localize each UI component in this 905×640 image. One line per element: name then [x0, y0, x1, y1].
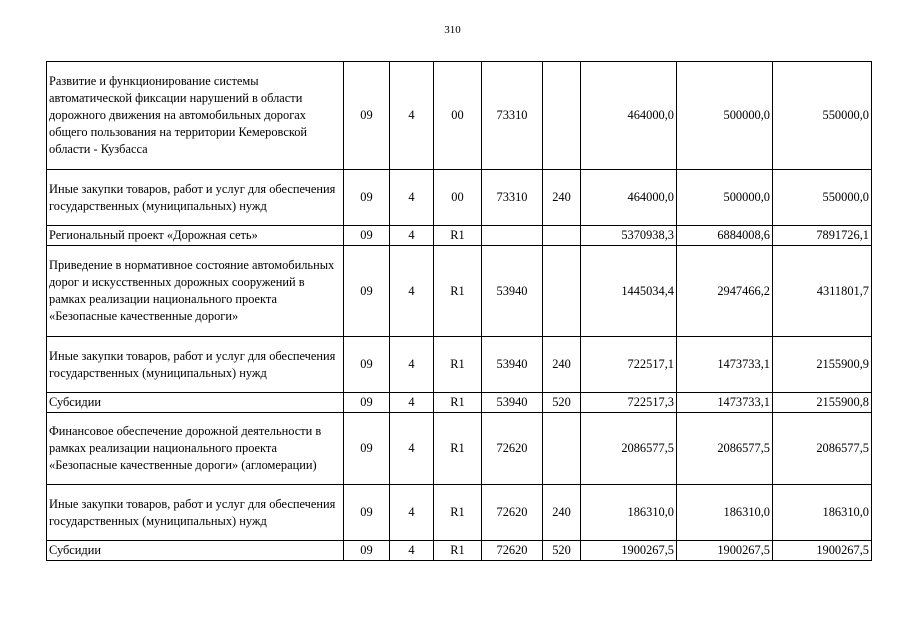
table-row [47, 485, 872, 541]
year1-amount: 1900267,5 [581, 541, 677, 561]
razdel-cell: 09 [344, 62, 390, 170]
row-name: Иные закупки товаров, работ и услуг для обеспечения государственных (муниципальных) нужд [47, 485, 344, 541]
table-row [47, 62, 872, 170]
razdel-cell: 09 [344, 393, 390, 413]
year1-amount: 464000,0 [581, 62, 677, 170]
year2-amount: 500000,0 [677, 170, 773, 226]
table-row [47, 541, 872, 561]
year1-amount: 2086577,5 [581, 413, 677, 485]
podrazdel-cell: 4 [390, 393, 434, 413]
row-name: Иные закупки товаров, работ и услуг для обеспечения государственных (муниципальных) нужд [47, 337, 344, 393]
program-cell: R1 [434, 246, 482, 337]
row-name: Субсидии [47, 393, 344, 413]
razdel-cell: 09 [344, 337, 390, 393]
year1-amount: 186310,0 [581, 485, 677, 541]
podrazdel-cell: 4 [390, 485, 434, 541]
year3-amount: 2086577,5 [773, 413, 872, 485]
vr-cell [543, 413, 581, 485]
table-row [47, 170, 872, 226]
direction-cell: 53940 [482, 393, 543, 413]
program-cell: R1 [434, 413, 482, 485]
row-name: Развитие и функционирование системы автоматической фиксации нарушений в области дорожного движения на автомобильных дорогах общего пользования на территории Кемеровской области - Кузбасса [47, 62, 344, 170]
table-row [47, 226, 872, 246]
year3-amount: 550000,0 [773, 62, 872, 170]
direction-cell: 72620 [482, 541, 543, 561]
program-cell: R1 [434, 393, 482, 413]
program-cell: R1 [434, 337, 482, 393]
year2-amount: 1900267,5 [677, 541, 773, 561]
direction-cell: 53940 [482, 246, 543, 337]
year2-amount: 1473733,1 [677, 337, 773, 393]
podrazdel-cell: 4 [390, 337, 434, 393]
year3-amount: 7891726,1 [773, 226, 872, 246]
podrazdel-cell: 4 [390, 62, 434, 170]
year3-amount: 550000,0 [773, 170, 872, 226]
direction-cell: 72620 [482, 413, 543, 485]
direction-cell: 72620 [482, 485, 543, 541]
vr-cell: 240 [543, 170, 581, 226]
vr-cell [543, 62, 581, 170]
row-name: Субсидии [47, 541, 344, 561]
razdel-cell: 09 [344, 226, 390, 246]
table-row [47, 413, 872, 485]
year3-amount: 186310,0 [773, 485, 872, 541]
vr-cell [543, 226, 581, 246]
row-name: Финансовое обеспечение дорожной деятельности в рамках реализации национального проекта «Безопасные качественные дороги» (агломерации) [47, 413, 344, 485]
year1-amount: 5370938,3 [581, 226, 677, 246]
budget-table [46, 61, 872, 561]
row-name: Приведение в нормативное состояние автомобильных дорог и искусственных дорожных сооружений в рамках реализации национального проекта «Безопасные качественные дороги» [47, 246, 344, 337]
direction-cell [482, 226, 543, 246]
year3-amount: 2155900,8 [773, 393, 872, 413]
row-name: Иные закупки товаров, работ и услуг для обеспечения государственных (муниципальных) нужд [47, 170, 344, 226]
row-name: Региональный проект «Дорожная сеть» [47, 226, 344, 246]
vr-cell [543, 246, 581, 337]
vr-cell: 520 [543, 541, 581, 561]
year3-amount: 4311801,7 [773, 246, 872, 337]
page-number: 310 [444, 24, 461, 36]
razdel-cell: 09 [344, 413, 390, 485]
direction-cell: 53940 [482, 337, 543, 393]
program-cell: 00 [434, 62, 482, 170]
vr-cell: 240 [543, 485, 581, 541]
program-cell: R1 [434, 541, 482, 561]
razdel-cell: 09 [344, 246, 390, 337]
program-cell: R1 [434, 485, 482, 541]
year2-amount: 6884008,6 [677, 226, 773, 246]
year1-amount: 464000,0 [581, 170, 677, 226]
program-cell: 00 [434, 170, 482, 226]
program-cell: R1 [434, 226, 482, 246]
year2-amount: 2086577,5 [677, 413, 773, 485]
direction-cell: 73310 [482, 170, 543, 226]
year2-amount: 186310,0 [677, 485, 773, 541]
year1-amount: 722517,3 [581, 393, 677, 413]
razdel-cell: 09 [344, 541, 390, 561]
vr-cell: 520 [543, 393, 581, 413]
year1-amount: 1445034,4 [581, 246, 677, 337]
year2-amount: 2947466,2 [677, 246, 773, 337]
year2-amount: 500000,0 [677, 62, 773, 170]
podrazdel-cell: 4 [390, 541, 434, 561]
table-row [47, 337, 872, 393]
table-row [47, 393, 872, 413]
year2-amount: 1473733,1 [677, 393, 773, 413]
podrazdel-cell: 4 [390, 170, 434, 226]
table-row [47, 246, 872, 337]
razdel-cell: 09 [344, 170, 390, 226]
podrazdel-cell: 4 [390, 246, 434, 337]
vr-cell: 240 [543, 337, 581, 393]
year1-amount: 722517,1 [581, 337, 677, 393]
direction-cell: 73310 [482, 62, 543, 170]
year3-amount: 1900267,5 [773, 541, 872, 561]
podrazdel-cell: 4 [390, 226, 434, 246]
razdel-cell: 09 [344, 485, 390, 541]
year3-amount: 2155900,9 [773, 337, 872, 393]
podrazdel-cell: 4 [390, 413, 434, 485]
